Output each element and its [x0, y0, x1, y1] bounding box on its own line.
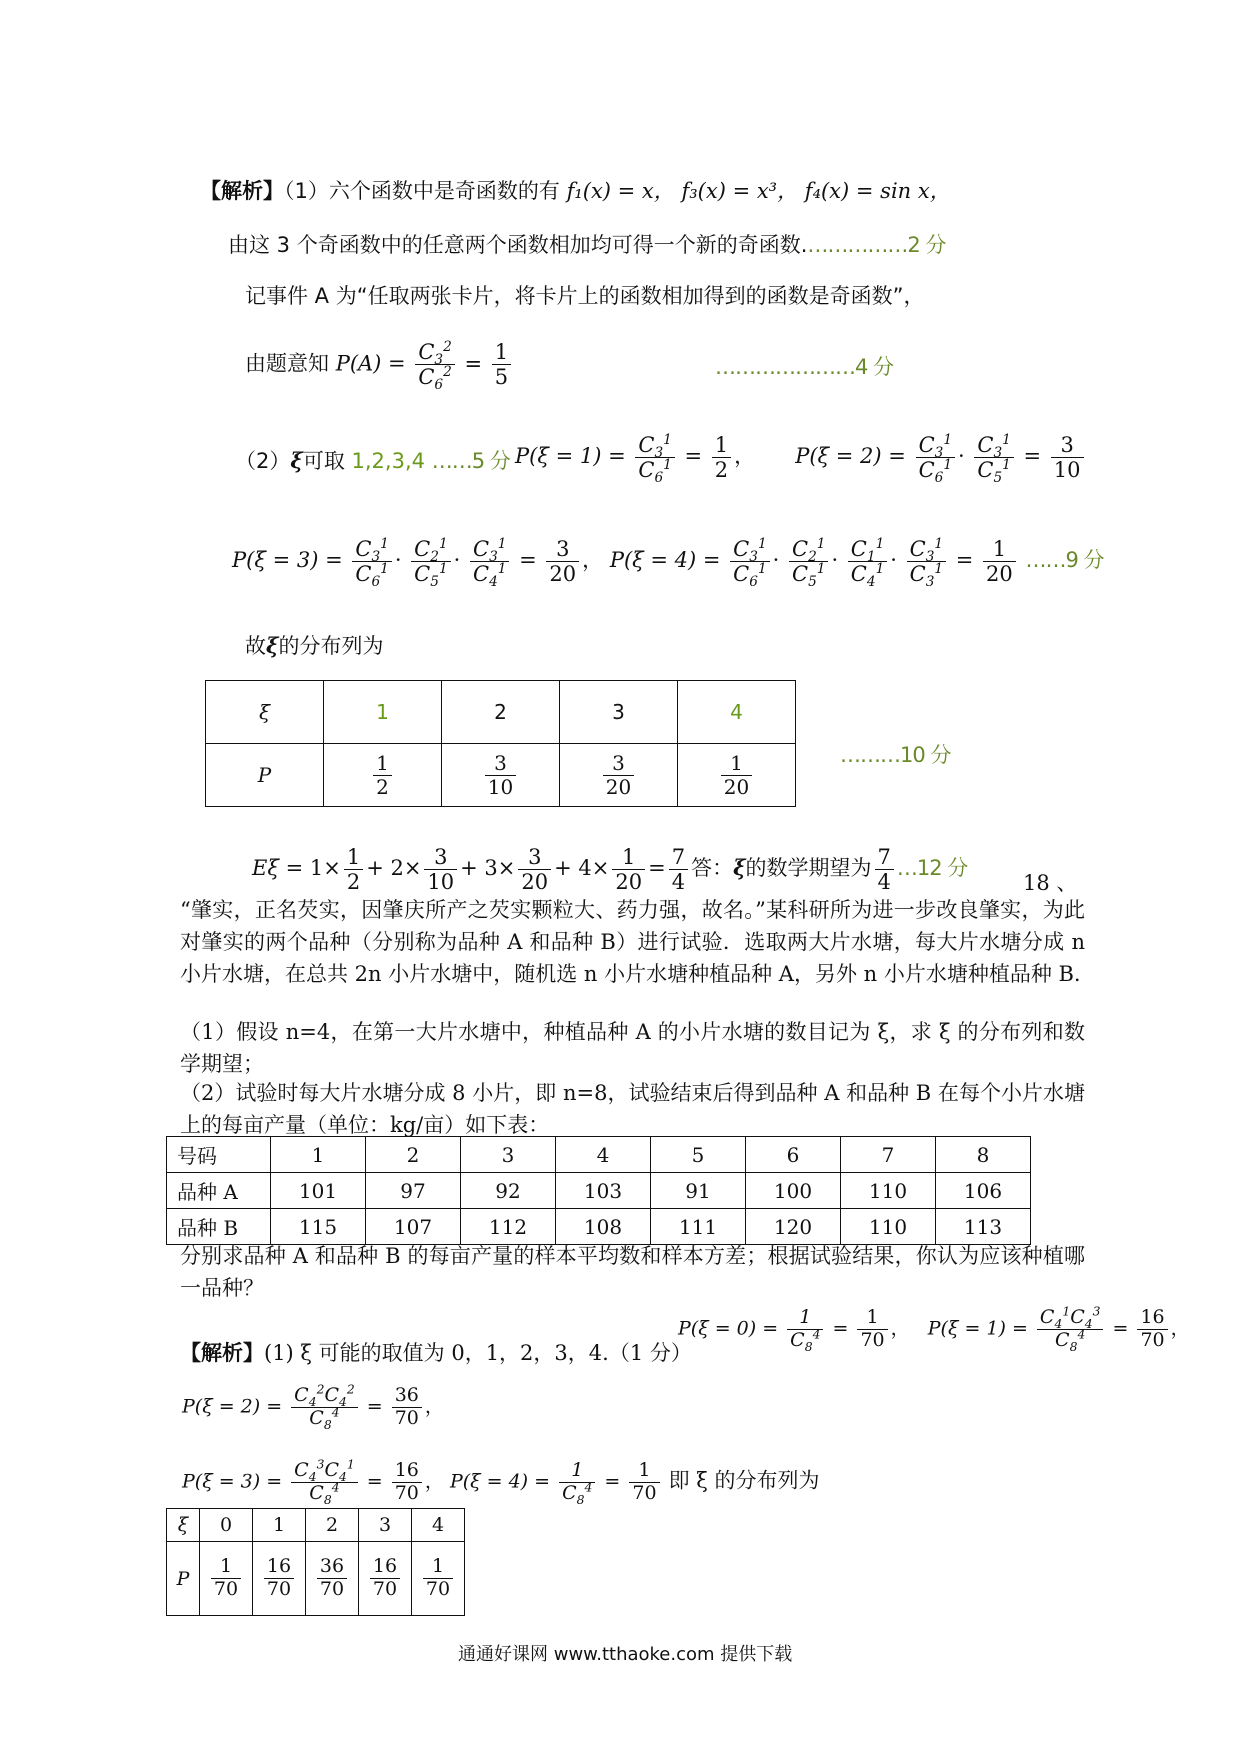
question-paragraph-1: “肇实，正名芡实，因肇庆所产之芡实颗粒大、药力强，故名。”某科研所为进一步改良肇实，为此对肇实的两个品种（分别称为品种 A 和品种 B）进行试验．选取两大片水塘，每大片水塘分成 n 小片水塘，在总共 2n 小片水塘中，随机选 n 小片水塘种植品种 A，另外 n 小片水塘种植品种 B. — [180, 898, 1085, 986]
solution-line-3: 记事件 A 为“任取两张卡片，将卡片上的函数相加得到的函数是奇函数”， — [245, 284, 925, 308]
question-paragraph-4: 分别求品种 A 和品种 B 的每亩产量的样本平均数和样本方差；根据试验结果，你认为应该种植哪一品种？ — [180, 1244, 1085, 1300]
question-number: 18 、 — [1023, 871, 1078, 895]
table-row: ξ 1 2 3 4 — [206, 681, 796, 744]
formula-p3-p4: P(ξ = 3) = $\frac{C_3^1}{C_6^1}$ · $\frac{C_2^1}{C_5^1}$ · $\frac{C_3^1}{C_4^1}$ = $\frac{3}{20}$ ， P(ξ = 4) = $\frac{C_3^1}{C_6^1}$ · $\frac{C_2^1}{C_5^1}$ · $\frac{C_1^1}{C_4^1}$ · $\frac{C_3^1}{C_3^1}$ = $\frac{1}{20}$ ……9 分 — [232, 536, 1104, 591]
solution-line-7: 故ξ的分布列为 — [245, 633, 384, 658]
formula-p2: P(ξ = 2) = $\frac{C_4^2C_4^2}{C_8^4}$ = $\frac{36}{70}$ ， — [182, 1382, 444, 1432]
table-row: P $\frac{1}{2}$ $\frac{3}{10}$ $\frac{3}{20}$ $\frac{1}{20}$ — [206, 744, 796, 807]
expectation-formula: Eξ = 1× $\frac{1}{2}$ + 2× $\frac{3}{10}$ + 3× $\frac{3}{20}$ + 4× $\frac{1}{20}$ = $\frac{7}{4}$ 答：ξ的数学期望为 $\frac{7}{4}$ …12 分 — [252, 845, 968, 895]
question-paragraph-3: （2）试验时每大片水塘分成 8 小片，即 n=8，试验结束后得到品种 A 和品种 B 在每个小片水塘上的每亩产量（单位：kg/亩）如下表： — [180, 1081, 1085, 1137]
table-row: ξ 0 1 2 3 4 — [167, 1509, 465, 1542]
solution18-line-1: 【解析】(1) ξ 可能的取值为 0，1，2，3，4.（1 分） — [180, 1341, 692, 1365]
formula-p3-p4-b: P(ξ = 3) = $\frac{C_4^3C_4^1}{C_8^4}$ = $\frac{16}{70}$ ， P(ξ = 4) = $\frac{1}{C_8^4}$ = $\frac{1}{70}$ 即 ξ 的分布列为 — [182, 1457, 820, 1507]
table-row: 品种 A 101 97 92 103 91 100 110 106 — [167, 1173, 1031, 1209]
solution-line-2: 由这 3 个奇函数中的任意两个函数相加均可得一个新的奇函数.……………2 分 — [228, 233, 946, 257]
footer-text: 通通好课网 www.tthaoke.com 提供下载 — [458, 1644, 793, 1665]
distribution-table-1 — [205, 680, 796, 807]
table-row: 品种 B 115 107 112 108 111 120 110 113 — [167, 1209, 1031, 1245]
points-4: …………………4 分 — [715, 355, 894, 379]
table-row: P $\frac{1}{70}$ $\frac{16}{70}$ $\frac{36}{70}$ $\frac{16}{70}$ $\frac{1}{70}$ — [167, 1542, 465, 1616]
solution-line-4: 由题意知 P(A) = $\frac{C_3^2}{C_6^2}$ = $\frac{1}{5}$ — [245, 340, 514, 389]
formula-p0-p1: P(ξ = 0) = $\frac{1}{C_8^4}$ = $\frac{1}{70}$ ， P(ξ = 1) = $\frac{C_4^1C_4^3}{C_8^4}$ = $\frac{16}{70}$ ， — [678, 1304, 1190, 1354]
formula-p1-p2: P(ξ = 1) = $\frac{C_3^1}{C_6^1}$ = $\frac{1}{2}$ ， P(ξ = 2) = $\frac{C_3^1}{C_6^1}$ · $\frac{C_3^1}{C_5^1}$ = $\frac{3}{10}$ — [515, 433, 1087, 482]
table-row: 号码 1 2 3 4 5 6 7 8 — [167, 1137, 1031, 1173]
yield-table — [166, 1136, 1031, 1245]
analysis-tag: 【解析】 — [200, 179, 284, 203]
question-paragraph-2: （1）假设 n=4，在第一大片水塘中，种植品种 A 的小片水塘的数目记为 ξ，求 ξ 的分布列和数学期望； — [180, 1020, 1085, 1076]
points-10: ………10 分 — [840, 743, 951, 767]
distribution-table-2 — [166, 1508, 465, 1616]
solution-line-5: （2）ξ可取 1,2,3,4 ……5 分 — [235, 448, 510, 473]
solution-line-1: 【解析】（1）六个函数中是奇函数的有 f₁(x) = x， f₃(x) = x³， f₄(x) = sin x， — [200, 179, 951, 203]
